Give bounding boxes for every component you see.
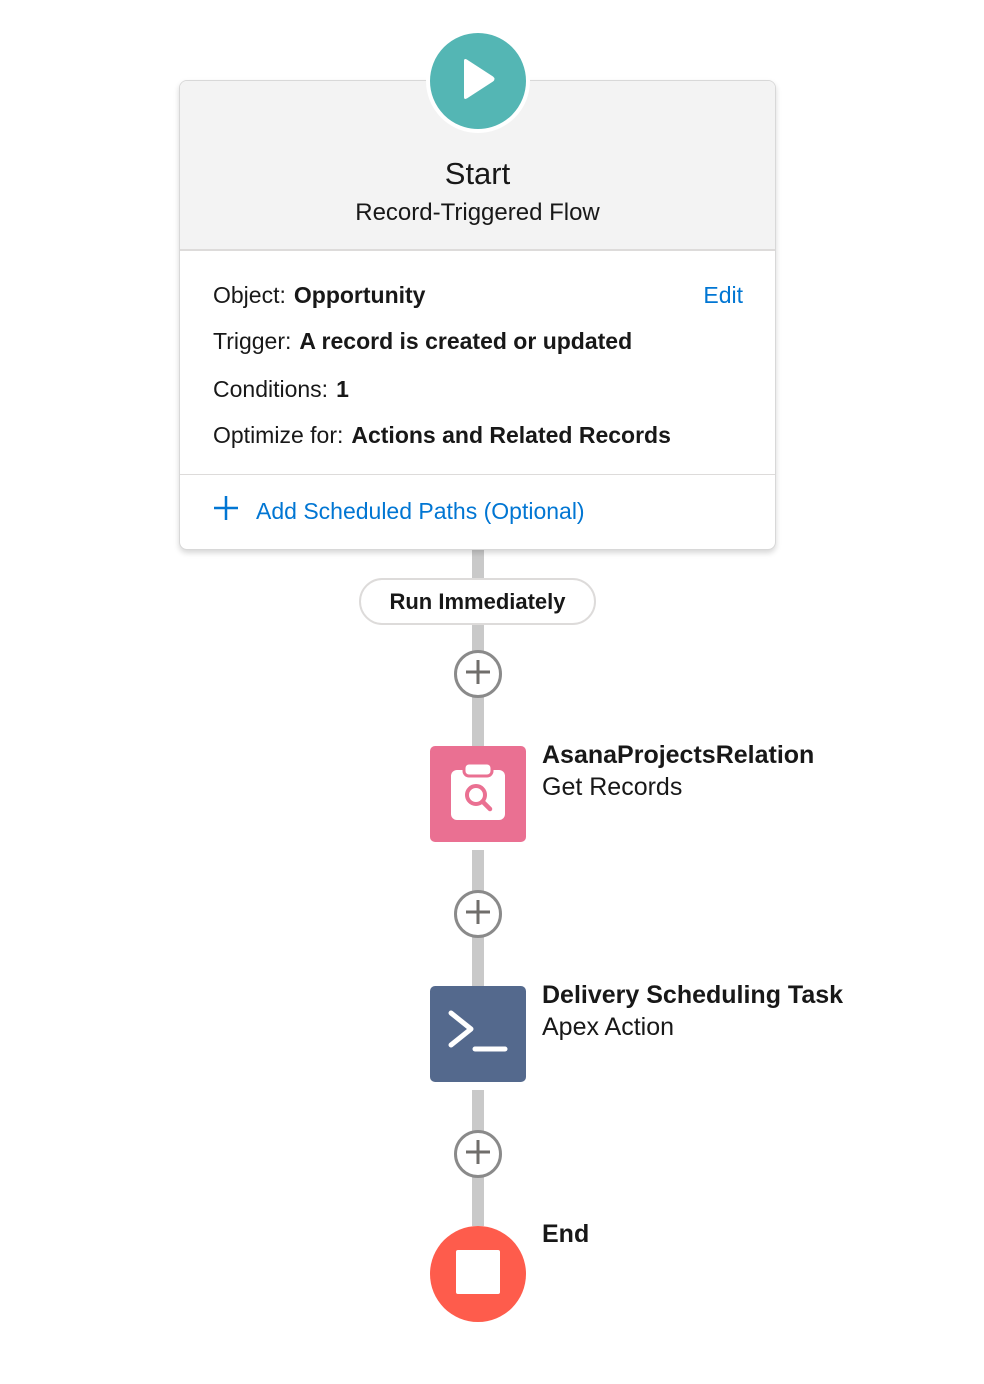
apex-action-label [542, 980, 843, 1044]
object-value: Opportunity [293, 282, 426, 308]
get-records-label [542, 740, 814, 804]
trigger-label: Trigger: [213, 328, 292, 354]
object-row [213, 282, 425, 309]
run-immediately-label: Run Immediately [359, 578, 596, 625]
trigger-value: A record is created or updated [299, 328, 633, 354]
add-scheduled-paths-label: Add Scheduled Paths (Optional) [256, 497, 585, 524]
stop-icon [456, 1250, 500, 1299]
plus-icon [465, 899, 491, 930]
plus-icon [465, 1139, 491, 1170]
get-records-element[interactable] [430, 746, 526, 842]
get-records-icon [449, 762, 507, 827]
conditions-label: Conditions: [213, 376, 329, 402]
start-title: Start [444, 156, 511, 191]
start-subtitle: Record-Triggered Flow [355, 199, 600, 226]
add-element-button[interactable] [454, 650, 502, 698]
add-element-button[interactable] [454, 1130, 502, 1178]
optimize-row [213, 422, 671, 449]
card-divider [180, 474, 775, 475]
start-element-card[interactable] [179, 80, 776, 550]
trigger-row [213, 328, 632, 355]
end-node[interactable] [430, 1226, 526, 1322]
element-type: Get Records [542, 773, 683, 801]
object-label: Object: [213, 282, 286, 308]
add-element-button[interactable] [454, 890, 502, 938]
apex-action-element[interactable] [430, 986, 526, 1082]
add-scheduled-paths-link[interactable] [213, 494, 585, 528]
element-name: AsanaProjectsRelation [542, 741, 815, 769]
end-label: End [542, 1220, 590, 1248]
element-type: Apex Action [542, 1013, 675, 1041]
optimize-value: Actions and Related Records [351, 422, 671, 448]
conditions-row [213, 376, 349, 403]
edit-link[interactable]: Edit [703, 282, 743, 308]
plus-icon [213, 495, 256, 527]
play-icon [458, 57, 498, 106]
element-name: Delivery Scheduling Task [542, 981, 844, 1009]
connector-line [472, 548, 484, 580]
optimize-label: Optimize for: [213, 422, 344, 448]
conditions-value: 1 [336, 376, 349, 402]
apex-action-icon [447, 1009, 509, 1060]
start-node[interactable] [426, 29, 530, 133]
plus-icon [465, 659, 491, 690]
